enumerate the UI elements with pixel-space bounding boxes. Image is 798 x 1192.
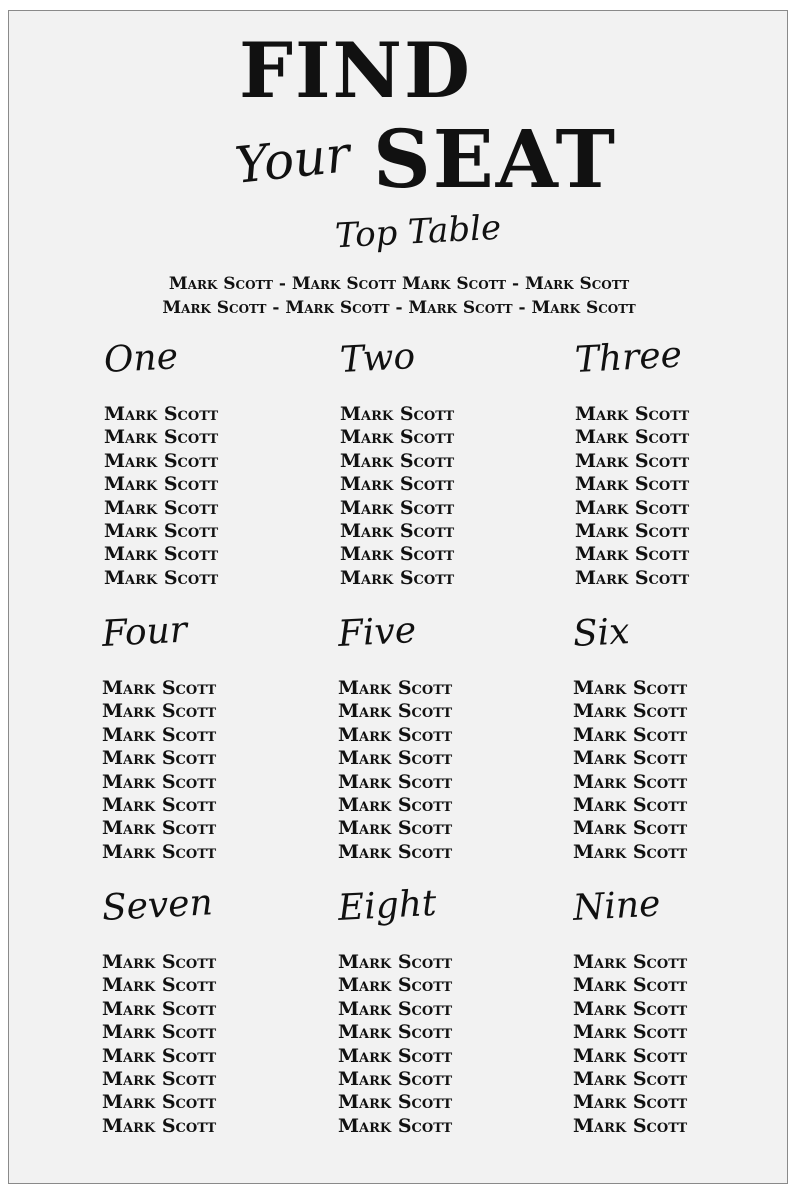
guest-name: Mark Scott [573, 817, 688, 840]
guest-name: Mark Scott [338, 1091, 453, 1114]
guest-name: Mark Scott [573, 747, 688, 770]
guest-name: Mark Scott [104, 449, 219, 472]
guest-name: Mark Scott [573, 974, 688, 997]
guest-name: Mark Scott [575, 426, 690, 449]
table-heading: Seven [100, 882, 214, 929]
table-two [338, 336, 540, 590]
guest-name: Mark Scott [338, 951, 453, 973]
guest-name: Mark Scott [575, 403, 690, 425]
guest-name: Mark Scott [104, 566, 219, 589]
table-eight [336, 882, 538, 1138]
guest-list [102, 951, 302, 1138]
guest-name: Mark Scott [102, 1021, 217, 1044]
guest-name: Mark Scott [573, 723, 688, 746]
guest-name: Mark Scott [104, 519, 219, 542]
table-heading: Six [571, 611, 631, 655]
guest-name: Mark Scott [575, 496, 690, 519]
guest-name: Mark Scott [102, 997, 217, 1020]
guest-name: Mark Scott [340, 426, 455, 449]
guest-name: Mark Scott [104, 426, 219, 449]
guest-name: Mark Scott [575, 543, 690, 566]
guest-list [573, 951, 773, 1138]
guest-name: Mark Scott [340, 566, 455, 589]
guest-list [573, 677, 773, 864]
table-seven [100, 882, 302, 1138]
guest-name: Mark Scott [573, 951, 688, 973]
guest-name: Mark Scott [575, 519, 690, 542]
guest-name: Mark Scott [102, 793, 217, 816]
guest-name: Mark Scott [102, 770, 217, 793]
title-your: Your [232, 125, 353, 195]
table-four [100, 609, 302, 864]
guest-name: Mark Scott [573, 1091, 688, 1114]
guest-name: Mark Scott [338, 1114, 453, 1137]
guest-name: Mark Scott [338, 793, 453, 816]
guest-name: Mark Scott [338, 770, 453, 793]
table-heading: Five [336, 609, 418, 655]
guest-name: Mark Scott [340, 496, 455, 519]
guest-name: Mark Scott [102, 1044, 217, 1067]
guest-name: Mark Scott [338, 1044, 453, 1067]
guest-name: Mark Scott [338, 840, 453, 863]
guest-name: Mark Scott [573, 997, 688, 1020]
guest-name: Mark Scott [573, 700, 688, 723]
guest-name: Mark Scott [338, 997, 453, 1020]
guest-name: Mark Scott [104, 543, 219, 566]
guest-name: Mark Scott [338, 677, 453, 699]
guest-name: Mark Scott [340, 543, 455, 566]
guest-name: Mark Scott [573, 1114, 688, 1137]
guest-name: Mark Scott [102, 817, 217, 840]
table-nine [571, 883, 773, 1138]
guest-name: Mark Scott [102, 1067, 217, 1090]
guest-name: Mark Scott [573, 1044, 688, 1067]
guest-name: Mark Scott [102, 677, 217, 699]
guest-name: Mark Scott [340, 449, 455, 472]
table-heading: Nine [571, 883, 662, 929]
guest-list [575, 403, 775, 590]
guest-name: Mark Scott [338, 1067, 453, 1090]
guest-name: Mark Scott [104, 403, 219, 425]
guest-name: Mark Scott [573, 793, 688, 816]
guest-name: Mark Scott [104, 473, 219, 496]
guest-name: Mark Scott [338, 817, 453, 840]
guest-name: Mark Scott [102, 700, 217, 723]
guest-name: Mark Scott [340, 473, 455, 496]
guest-list [338, 677, 538, 864]
guest-name: Mark Scott [338, 974, 453, 997]
guest-name: Mark Scott [102, 951, 217, 973]
guest-name: Mark Scott [102, 747, 217, 770]
guest-name: Mark Scott [575, 566, 690, 589]
seating-chart-sheet [8, 10, 788, 1184]
guest-name: Mark Scott [338, 700, 453, 723]
table-heading: Two [338, 336, 417, 381]
guest-list [338, 951, 538, 1138]
guest-name: Mark Scott [575, 473, 690, 496]
table-three [573, 334, 775, 590]
table-five [336, 609, 538, 864]
guest-name: Mark Scott [573, 840, 688, 863]
guest-name: Mark Scott [573, 1067, 688, 1090]
guest-list [340, 403, 540, 590]
top-table-heading: Top Table [334, 207, 503, 257]
guest-name: Mark Scott [338, 1021, 453, 1044]
table-heading: One [102, 336, 179, 381]
guest-name: Mark Scott [102, 974, 217, 997]
guest-name: Mark Scott [338, 747, 453, 770]
table-one [102, 336, 304, 590]
table-heading: Three [573, 334, 683, 381]
guest-name: Mark Scott [102, 840, 217, 863]
table-heading: Four [100, 609, 189, 655]
table-heading: Eight [336, 882, 438, 929]
guest-name: Mark Scott [573, 1021, 688, 1044]
guest-name: Mark Scott [573, 677, 688, 699]
top-table-guests-line-1: Mark Scott - Mark Scott Mark Scott - Mark Scott [168, 274, 630, 294]
guest-name: Mark Scott [338, 723, 453, 746]
guest-name: Mark Scott [102, 1114, 217, 1137]
guest-name: Mark Scott [573, 770, 688, 793]
guest-name: Mark Scott [575, 449, 690, 472]
table-six [573, 613, 773, 864]
guest-name: Mark Scott [102, 1091, 217, 1114]
title-seat: SEAT [373, 112, 617, 206]
guest-name: Mark Scott [340, 403, 455, 425]
guest-name: Mark Scott [102, 723, 217, 746]
guest-name: Mark Scott [340, 519, 455, 542]
guest-name: Mark Scott [104, 496, 219, 519]
guest-list [102, 677, 302, 864]
title-find: FIND [239, 26, 472, 115]
top-table-guests-line-2: Mark Scott - Mark Scott - Mark Scott - Mark Scott [162, 298, 636, 318]
guest-list [104, 403, 304, 590]
